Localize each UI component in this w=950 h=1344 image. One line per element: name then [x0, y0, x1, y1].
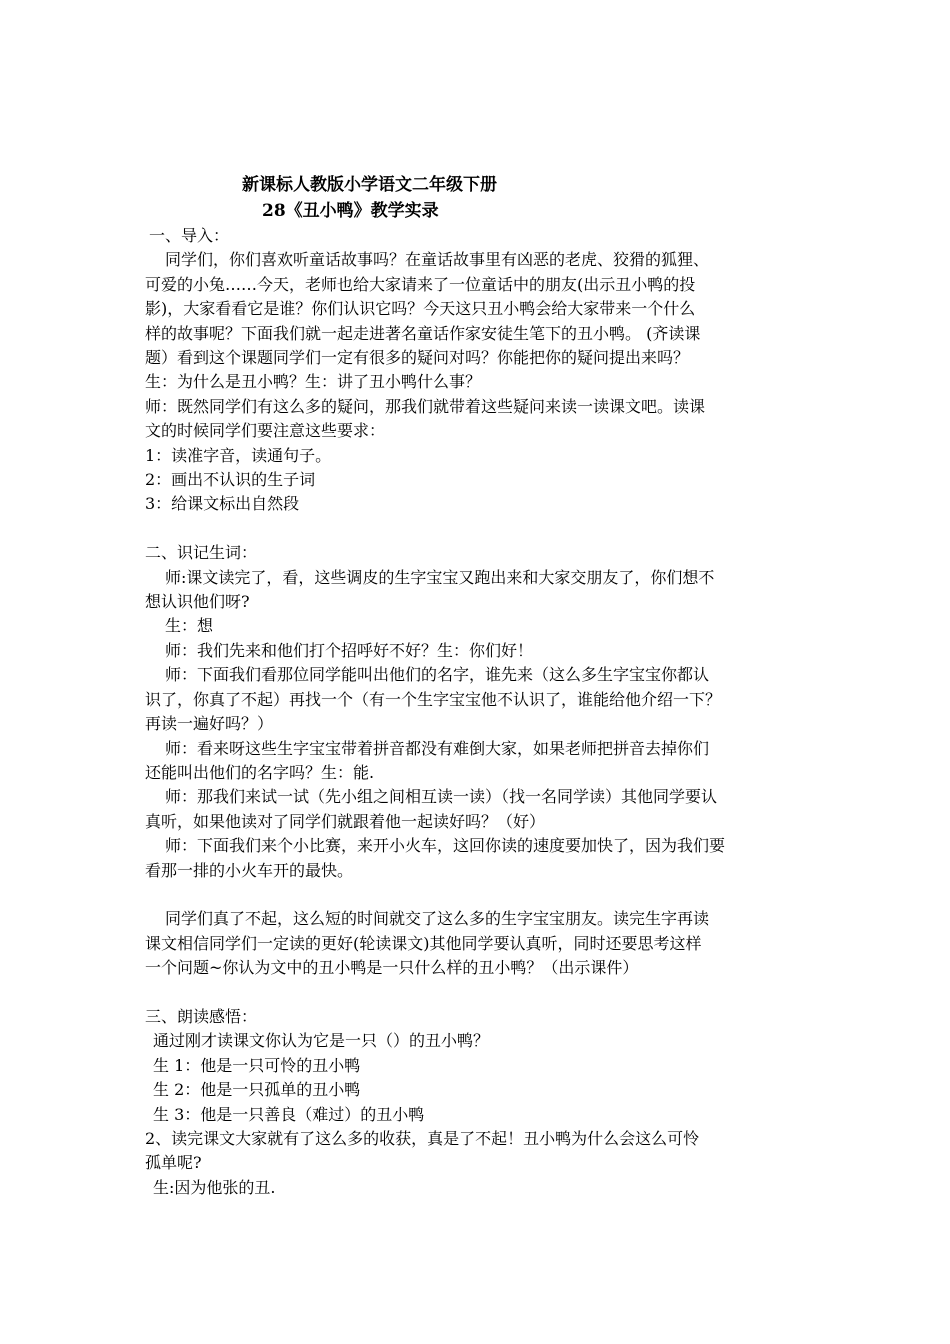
section3-line: 孤单呢? — [145, 1153, 202, 1173]
document-title-line1: 新课标人教版小学语文二年级下册 — [242, 175, 497, 195]
section2-line: 师:课文读完了，看，这些调皮的生字宝宝又跑出来和大家交朋友了，你们想不 — [165, 567, 715, 587]
section1-heading: 一、导入： — [149, 226, 230, 245]
section2-paragraph-line: 同学们真了不起，这么短的时间就交了这么多的生字宝宝朋友。读完生字再读 — [165, 909, 710, 929]
section2-line: 识了，你真了不起）再找一个（有一个生字宝宝他不认识了，谁能给他介绍一下？ — [145, 689, 722, 709]
section1-line: 3：给课文标出自然段 — [145, 494, 300, 514]
section2-line: 想认识他们呀? — [145, 592, 250, 612]
section2-line: 生：想 — [165, 616, 214, 636]
section2-line: 再读一遍好吗？） — [145, 714, 274, 734]
section2-line: 师：下面我们来个小比赛，来开小火车，这回你读的速度要加快了，因为我们要 — [165, 836, 726, 856]
section3-line: 生 1：他是一只可怜的丑小鸭 — [153, 1055, 361, 1075]
section2-paragraph-line: 一个问题~你认为文中的丑小鸭是一只什么样的丑小鸭？（出示课件） — [145, 958, 639, 978]
section3-line: 生 2：他是一只孤单的丑小鸭 — [153, 1080, 361, 1100]
section2-line: 师：下面我们看那位同学能叫出他们的名字，谁先来（这么多生字宝宝你都认 — [165, 665, 710, 685]
section2-heading: 二、识记生词： — [145, 543, 258, 563]
blank-line — [145, 517, 815, 541]
document-title-line2: 28《丑小鸭》教学实录 — [262, 201, 439, 221]
section2-line: 师：那我们来试一试（先小组之间相互读一读）（找一名同学读）其他同学要认 — [165, 787, 718, 807]
section3-line: 通过刚才读课文你认为它是一只（）的丑小鸭？ — [153, 1031, 490, 1051]
section3-line: 生 3：他是一只善良（难过）的丑小鸭 — [153, 1104, 425, 1124]
section2-line: 还能叫出他们的名字吗？生：能. — [145, 762, 375, 782]
section1-line: 影)，大家看看它是谁？你们认识它吗？今天这只丑小鸭会给大家带来一个什么 — [145, 299, 696, 319]
section1-line: 生：为什么是丑小鸭？生：讲了丑小鸭什么事？ — [145, 372, 482, 392]
section2-line: 看那一排的小火车开的最快。 — [145, 860, 354, 880]
section1-line: 可爱的小兔……今天，老师也给大家请来了一位童话中的朋友(出示丑小鸭的投 — [145, 274, 696, 294]
section1-line: 题）看到这个课题同学们一定有很多的疑问对吗？你能把你的疑问提出来吗？ — [145, 348, 690, 368]
section2-line: 真听，如果他读对了同学们就跟着他一起读好吗？（好） — [145, 811, 546, 831]
section3-line: 2、读完课文大家就有了这么多的收获，真是了不起！丑小鸭为什么会这么可怜 — [145, 1128, 700, 1148]
section1-line: 2：画出不认识的生子词 — [145, 470, 316, 490]
section1-line: 同学们，你们喜欢听童话故事吗？在童话故事里有凶恶的老虎、狡猾的狐狸、 — [165, 250, 710, 270]
blank-line — [145, 981, 815, 1005]
section3-heading: 三、朗读感悟： — [145, 1006, 258, 1026]
section1-line: 文的时候同学们要注意这些要求： — [145, 421, 386, 441]
section3-line: 生:因为他张的丑. — [153, 1177, 276, 1197]
section1-line: 师：既然同学们有这么多的疑问，那我们就带着这些疑问来读一读课文吧。读课 — [145, 396, 706, 416]
section1-line: 1：读准字音，读通句子。 — [145, 445, 332, 465]
document-page — [145, 172, 815, 1200]
section2-line: 师：看来呀这些生字宝宝带着拼音都没有难倒大家，如果老师把拼音去掉你们 — [165, 738, 710, 758]
section1-line: 样的故事呢？下面我们就一起走进著名童话作家安徒生笔下的丑小鸭。 (齐读课 — [145, 323, 701, 343]
blank-line — [145, 883, 815, 907]
section2-line: 师：我们先来和他们打个招呼好不好？生：你们好！ — [165, 640, 534, 660]
section2-paragraph-line: 课文相信同学们一定读的更好(轮读课文)其他同学要认真听，同时还要思考这样 — [145, 933, 702, 953]
